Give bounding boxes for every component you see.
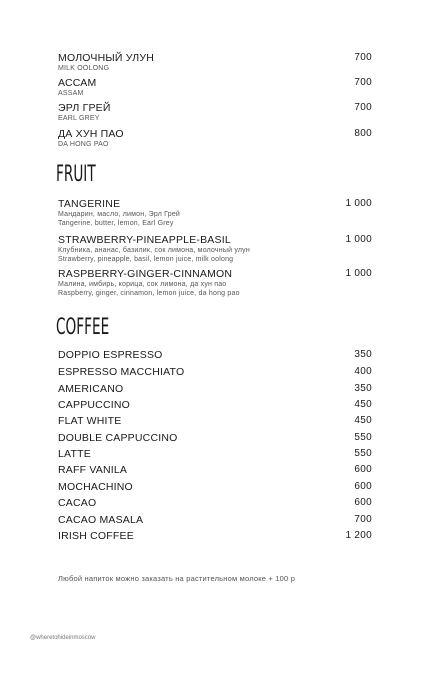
item-name: IRISH COFFEE (58, 530, 134, 542)
item-price: 700 (354, 102, 372, 113)
item-name: MOCHACHINO (58, 481, 133, 493)
item-name: TANGERINE (58, 198, 121, 210)
item-name: ESPRESSO MACCHIATO (58, 366, 185, 378)
item-subtitle: ASSAM (58, 90, 84, 97)
menu-item (58, 102, 372, 123)
item-name: LATTE (58, 448, 91, 460)
item-description-en: Raspberry, ginger, cinnamon, lemon juice, da hong pao (58, 290, 240, 297)
item-description-ru: Клубника, ананас, базилик, сок лимона, молочный улун (58, 247, 250, 254)
item-name: CACAO (58, 497, 97, 509)
item-subtitle: EARL GREY (58, 115, 100, 122)
item-price: 600 (354, 481, 372, 492)
item-price: 450 (354, 415, 372, 426)
menu-item (58, 77, 372, 98)
item-price: 350 (354, 383, 372, 394)
item-description-ru: Малина, имбирь, корица, сок лимона, да хун пао (58, 281, 227, 288)
item-description-en: Strawberry, pineapple, basil, lemon juice, milk oolong (58, 256, 234, 263)
item-name: AMERICANO (58, 383, 124, 395)
menu-item (58, 514, 372, 526)
item-price: 1 200 (345, 530, 372, 541)
item-description-ru: Мандарин, масло, лимон, Эрл Грей (58, 211, 181, 218)
item-price: 1 000 (345, 234, 372, 245)
item-name: DOUBLE CAPPUCCINO (58, 432, 178, 444)
item-price: 700 (354, 514, 372, 525)
menu-item (58, 268, 372, 298)
item-price: 1 000 (345, 268, 372, 279)
menu-item (58, 497, 372, 509)
menu-item (58, 383, 372, 395)
menu-item (58, 415, 372, 427)
plant-milk-note: Любой напиток можно заказать на растительном молоке + 100 р (58, 574, 296, 583)
item-price: 700 (354, 52, 372, 63)
menu-item (58, 481, 372, 493)
item-name: RAFF VANILA (58, 464, 128, 476)
item-name: ДА ХУН ПАО (58, 128, 124, 140)
item-name: МОЛОЧНЫЙ УЛУН (58, 52, 155, 64)
menu-item (58, 234, 372, 264)
item-subtitle: DA HONG PAO (58, 141, 109, 148)
item-name: ЭРЛ ГРЕЙ (58, 102, 111, 114)
item-name: CAPPUCCINO (58, 399, 131, 411)
item-name: АССАМ (58, 77, 97, 89)
menu-item (58, 366, 372, 378)
menu-item (58, 52, 372, 73)
item-price: 400 (354, 366, 372, 377)
item-name: RASPBERRY-GINGER-CINNAMON (58, 268, 233, 280)
item-price: 450 (354, 399, 372, 410)
item-subtitle: MILK OOLONG (58, 65, 110, 72)
menu-item (58, 128, 372, 149)
item-description-en: Tangerine, butter, lemon, Earl Grey (58, 220, 174, 227)
menu-item (58, 448, 372, 460)
item-price: 350 (354, 349, 372, 360)
section-heading-coffee: COFFEE (56, 315, 110, 340)
section-heading-fruit: FRUIT (56, 162, 96, 187)
menu-item (58, 198, 372, 228)
item-price: 800 (354, 128, 372, 139)
item-name: CACAO MASALA (58, 514, 144, 526)
item-price: 550 (354, 432, 372, 443)
menu-item (58, 399, 372, 411)
item-name: DOPPIO ESPRESSO (58, 349, 163, 361)
menu-item (58, 349, 372, 361)
menu-item (58, 464, 372, 476)
item-price: 700 (354, 77, 372, 88)
item-price: 550 (354, 448, 372, 459)
item-price: 600 (354, 464, 372, 475)
item-price: 1 000 (345, 198, 372, 209)
menu-item (58, 530, 372, 542)
item-name: FLAT WHITE (58, 415, 122, 427)
footer-handle: @wheretohideinmoscow (30, 635, 96, 641)
item-price: 600 (354, 497, 372, 508)
item-name: STRAWBERRY-PINEAPPLE-BASIL (58, 234, 231, 246)
menu-item (58, 432, 372, 444)
